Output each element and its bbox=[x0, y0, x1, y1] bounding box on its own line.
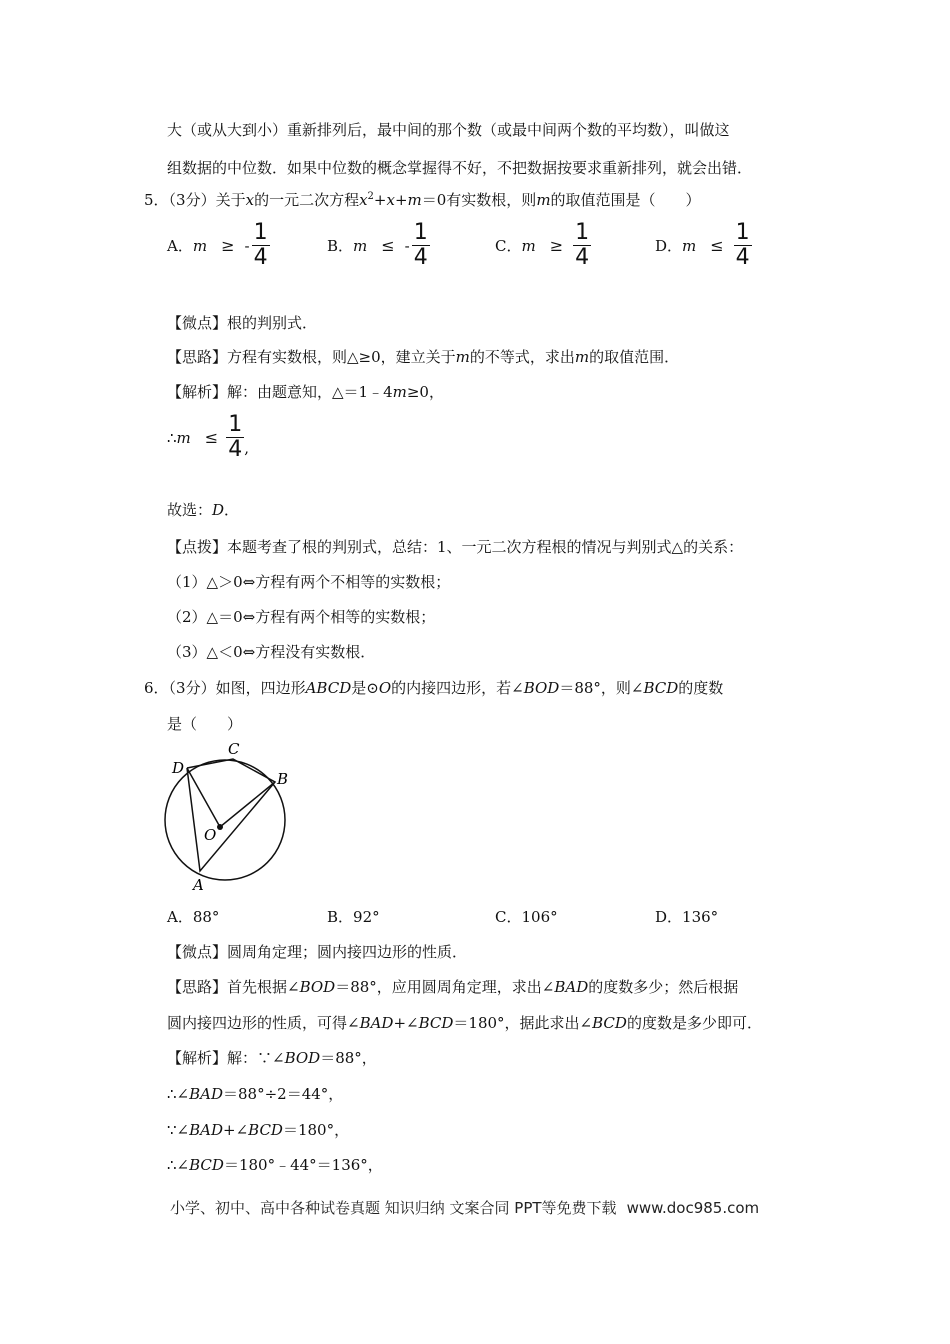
silu-text: +∠ bbox=[393, 1014, 419, 1032]
q6-jiexi-line-3 bbox=[167, 1120, 349, 1140]
option-relation: ≥ bbox=[221, 236, 235, 255]
choose-text: 故选： bbox=[167, 501, 213, 519]
q6-option-c bbox=[495, 907, 558, 927]
jiexi-text: ＝180°﹣44°＝136°， bbox=[223, 1156, 383, 1174]
fraction-denominator: 4 bbox=[253, 245, 268, 270]
silu-var-m: m bbox=[574, 348, 590, 366]
q6-option-b bbox=[327, 907, 380, 927]
label-a: A bbox=[193, 876, 204, 894]
option-var: m bbox=[521, 236, 536, 255]
q6-option-a bbox=[167, 907, 219, 927]
silu-var-m: m bbox=[455, 348, 470, 366]
label-c: C bbox=[228, 740, 240, 758]
q5-choose bbox=[167, 500, 239, 520]
q6-angle-bcd: BCD bbox=[643, 679, 679, 697]
jiexi-text: ∴∠ bbox=[167, 1156, 190, 1174]
jiexi-angle: BCD bbox=[248, 1121, 283, 1139]
silu-text: 的度数多少；然后根据 bbox=[588, 978, 739, 996]
q5-case-1: （1）△＞0⇔方程有两个不相等的实数根； bbox=[167, 573, 451, 591]
jiexi-var-m: m bbox=[392, 383, 407, 401]
q6-text: （3分）如图，四边形 bbox=[168, 679, 306, 697]
q5-number: 5． bbox=[144, 191, 169, 209]
option-label: A． bbox=[167, 237, 193, 255]
q5-option-c bbox=[495, 222, 591, 269]
q6-jiexi-line-1 bbox=[167, 1048, 377, 1068]
option-label: A． bbox=[167, 908, 193, 926]
intro-line-2: 组数据的中位数．如果中位数的概念掌握得不好，不把数据按要求重新排列，就会出错． bbox=[167, 159, 753, 177]
jiexi-text: 【解析】解：∵∠ bbox=[167, 1049, 285, 1067]
q5-text: 的取值范围是（ ） bbox=[550, 191, 701, 209]
jiexi-text: ＝88°， bbox=[320, 1049, 377, 1067]
q6-silu-line-1 bbox=[167, 977, 738, 997]
silu-angle: BCD bbox=[592, 1014, 627, 1032]
jiexi-text: ＝88°÷2＝44°， bbox=[223, 1085, 344, 1103]
silu-text: 的度数是多少即可． bbox=[626, 1014, 762, 1032]
q5-jiexi bbox=[167, 382, 444, 402]
option-value: 106° bbox=[521, 908, 558, 926]
result-var-m: m bbox=[176, 428, 191, 447]
silu-angle: BCD bbox=[418, 1014, 454, 1032]
label-d: D bbox=[172, 759, 185, 777]
silu-text: ＝88°，应用圆周角定理，求出∠ bbox=[335, 978, 555, 996]
fraction-numerator: 1 bbox=[735, 220, 750, 245]
q6-weidian: 【微点】圆周角定理；圆内接四边形的性质． bbox=[167, 943, 468, 961]
result-fraction bbox=[226, 414, 244, 461]
option-fraction bbox=[252, 222, 270, 269]
option-sign: - bbox=[404, 236, 410, 255]
option-relation: ≤ bbox=[381, 236, 395, 255]
q6-number: 6． bbox=[144, 679, 169, 697]
quadrilateral-abcd bbox=[187, 759, 275, 871]
page-footer bbox=[170, 1197, 759, 1218]
option-label: B． bbox=[327, 237, 354, 255]
q6-text: 是⊙ bbox=[351, 679, 379, 697]
q6-circle-name: O bbox=[378, 679, 392, 697]
result-comma: , bbox=[244, 439, 249, 457]
q6-jiexi-line-2 bbox=[167, 1084, 343, 1104]
q5-eq-m: m bbox=[407, 191, 422, 209]
option-var: m bbox=[192, 236, 208, 255]
footer-url[interactable]: www.doc985.com bbox=[626, 1199, 760, 1217]
jiexi-angle: BCD bbox=[189, 1156, 224, 1174]
q5-option-a bbox=[167, 222, 270, 269]
silu-text: 【思路】方程有实数根，则△≥0，建立关于 bbox=[167, 348, 456, 366]
jiexi-angle: BOD bbox=[284, 1049, 321, 1067]
q5-dianbo: 【点拨】本题考查了根的判别式，总结：1、一元二次方程根的情况与判别式△的关系： bbox=[167, 538, 744, 556]
silu-text: 的不等式，求出 bbox=[469, 348, 575, 366]
q5-eq-end: ＝0有实数根，则 bbox=[421, 191, 537, 209]
fraction-numerator: 1 bbox=[253, 220, 268, 245]
silu-angle: BAD bbox=[359, 1014, 394, 1032]
option-value: 136° bbox=[682, 908, 719, 926]
option-fraction bbox=[412, 222, 430, 269]
q5-result bbox=[167, 414, 249, 461]
fraction-denominator: 4 bbox=[413, 245, 428, 270]
silu-angle: BAD bbox=[554, 978, 589, 996]
q5-option-d bbox=[655, 222, 752, 269]
silu-text: 【思路】首先根据∠ bbox=[167, 978, 300, 996]
q5-text: （3分）关于 bbox=[168, 191, 246, 209]
jiexi-angle: BAD bbox=[189, 1121, 224, 1139]
fraction-numerator: 1 bbox=[413, 220, 428, 245]
q6-text: ＝88°，则∠ bbox=[559, 679, 644, 697]
option-var: m bbox=[682, 236, 697, 255]
silu-text: 圆内接四边形的性质，可得∠ bbox=[167, 1014, 360, 1032]
q6-quad-name: ABCD bbox=[305, 679, 352, 697]
q5-case-2: （2）△＝0⇔方程有两个相等的实数根； bbox=[167, 608, 436, 626]
silu-angle: BOD bbox=[299, 978, 336, 996]
q6-text: 的度数 bbox=[678, 679, 724, 697]
jiexi-text: +∠ bbox=[223, 1121, 249, 1139]
q6-option-d bbox=[655, 907, 718, 927]
option-label: C． bbox=[495, 908, 522, 926]
option-fraction bbox=[734, 222, 752, 269]
q5-var-m: m bbox=[536, 191, 551, 209]
fraction-denominator: 4 bbox=[575, 245, 590, 270]
option-value: 92° bbox=[353, 908, 380, 926]
q5-text: 的一元二次方程 bbox=[254, 191, 360, 209]
fraction-denominator: 4 bbox=[228, 437, 243, 462]
option-value: 88° bbox=[192, 908, 220, 926]
q5-weidian: 【微点】根的判别式． bbox=[167, 314, 318, 332]
jiexi-text: ＝180°， bbox=[282, 1121, 350, 1139]
q5-case-3: （3）△＜0⇔方程没有实数根． bbox=[167, 643, 376, 661]
label-o: O bbox=[204, 826, 217, 844]
q5-option-b bbox=[327, 222, 430, 269]
fraction-denominator: 4 bbox=[735, 245, 750, 270]
q5-eq-mid: +x+ bbox=[373, 191, 408, 209]
silu-text: ＝180°，据此求出∠ bbox=[453, 1014, 593, 1032]
center-point-o bbox=[217, 824, 223, 830]
jiexi-text: ≥0， bbox=[406, 383, 444, 401]
jiexi-angle: BAD bbox=[189, 1085, 224, 1103]
label-b: B bbox=[277, 770, 289, 788]
jiexi-text: ∴∠ bbox=[167, 1085, 190, 1103]
intro-line-1: 大（或从大到小）重新排列后，最中间的那个数（或最中间两个数的平均数），叫做这 bbox=[167, 121, 730, 139]
q6-stem-line-2: 是（ ） bbox=[167, 715, 243, 733]
footer-text: 小学、初中、高中各种试卷真题 知识归纳 文案合同 PPT等免费下载 bbox=[170, 1199, 617, 1217]
option-relation: ≤ bbox=[710, 236, 724, 255]
q5-silu bbox=[167, 347, 679, 367]
q6-text: 的内接四边形，若∠ bbox=[391, 679, 524, 697]
q5-var-x: x bbox=[245, 191, 255, 209]
q6-figure bbox=[160, 738, 295, 898]
option-label: D． bbox=[655, 237, 683, 255]
q6-stem-line-1 bbox=[144, 678, 723, 698]
silu-text: 的取值范围． bbox=[589, 348, 680, 366]
jiexi-text: ∵∠ bbox=[167, 1121, 190, 1139]
q6-silu-line-2 bbox=[167, 1013, 762, 1033]
jiexi-text: 【解析】解：由题意知，△＝1﹣4 bbox=[167, 383, 393, 401]
q5-eq-x: x bbox=[359, 191, 368, 209]
option-sign: - bbox=[244, 236, 250, 255]
choose-answer: D bbox=[212, 501, 225, 519]
option-label: D． bbox=[655, 908, 683, 926]
q5-eq-exponent: 2 bbox=[367, 191, 374, 202]
option-relation: ≥ bbox=[549, 236, 564, 255]
choose-text: ． bbox=[224, 501, 240, 519]
option-fraction bbox=[573, 222, 591, 269]
q5-stem bbox=[144, 190, 701, 210]
fraction-numerator: 1 bbox=[575, 220, 590, 245]
option-label: B． bbox=[327, 908, 354, 926]
therefore-symbol: ∴ bbox=[167, 428, 177, 447]
fraction-numerator: 1 bbox=[228, 412, 243, 437]
q6-jiexi-line-4 bbox=[167, 1155, 383, 1175]
option-label: C． bbox=[495, 237, 522, 255]
result-relation: ≤ bbox=[204, 428, 219, 447]
q6-angle-bod: BOD bbox=[523, 679, 560, 697]
option-var: m bbox=[353, 236, 368, 255]
